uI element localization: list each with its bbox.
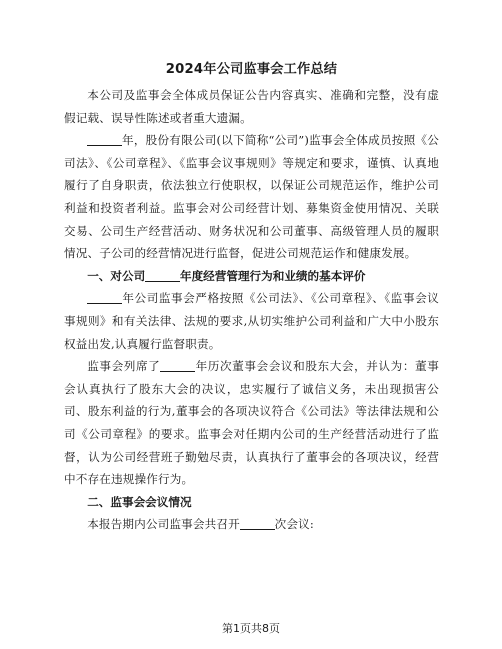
paragraph-intro bbox=[64, 129, 439, 265]
paragraph-board-meetings-text: 年历次董事会会议和股东大会，并认为：董事会认真执行了股东大会的决议，忠实履行了诚信义务，未出现损害公司、股东利益的行为,董事会的各项决议符合《公司法》等法律法规和公司《公司章程》的要求。监事会对任期内公司的生产经营活动进行了监督，认为公司经营班子勤勉尽责，认真执行了董事会的各项决议，经营中不存在违规操作行为。 bbox=[64, 359, 439, 487]
count-blank bbox=[240, 518, 275, 531]
document-title: 2024年公司监事会工作总结 bbox=[165, 62, 338, 77]
page-indicator: 第1页共8页 bbox=[222, 622, 280, 635]
section-heading-1-prefix: 一、对公司 bbox=[87, 268, 146, 283]
section-heading-2 bbox=[64, 491, 439, 514]
section-heading-1 bbox=[64, 265, 439, 288]
year-blank bbox=[87, 292, 122, 305]
section-heading-1-suffix: 年度经营管理行为和业绩的基本评价 bbox=[179, 268, 366, 283]
paragraph-meeting-count bbox=[64, 513, 439, 536]
paragraph-board-meetings-prefix: 监事会列席了 bbox=[87, 359, 161, 374]
year-blank bbox=[160, 360, 195, 373]
section-heading-2-text: 二、监事会会议情况 bbox=[87, 494, 192, 509]
paragraph-intro-text: 年，股份有限公司(以下简称“公司”)监事会全体成员按照《公司法》、《公司章程》、《监事会议事规则》等规定和要求，谨慎、认真地履行了自身职责，依法独立行使职权，以保证公司规范运作，维护公司利益和投资者利益。监事会对公司经营计划、募集资金使用情况、关联交易、公司生产经营活动、财务状况和公司董事、高级管理人员的履职情况、子公司的经营情况进行监督，促进公司规范运作和健康发展。 bbox=[64, 133, 439, 261]
year-blank bbox=[145, 269, 180, 282]
paragraph-supervision bbox=[64, 287, 439, 355]
paragraph-meeting-count-prefix: 本报告期内公司监事会共召开 bbox=[87, 517, 240, 532]
page-footer bbox=[0, 621, 502, 637]
year-blank bbox=[87, 134, 122, 147]
paragraph-disclaimer bbox=[64, 84, 439, 129]
paragraph-meeting-count-suffix: 次会议: bbox=[274, 517, 314, 532]
paragraph-board-meetings bbox=[64, 355, 439, 491]
paragraph-supervision-text: 年公司监事会严格按照《公司法》、《公司章程》、《监事会议事规则》和有关法律、法规的要求,从切实维护公司利益和广大中小股东权益出发,认真履行监督职责。 bbox=[64, 291, 439, 351]
paragraph-disclaimer-text: 本公司及监事会全体成员保证公告内容真实、准确和完整，没有虚假记载、误导性陈述或者重大遗漏。 bbox=[64, 88, 439, 125]
